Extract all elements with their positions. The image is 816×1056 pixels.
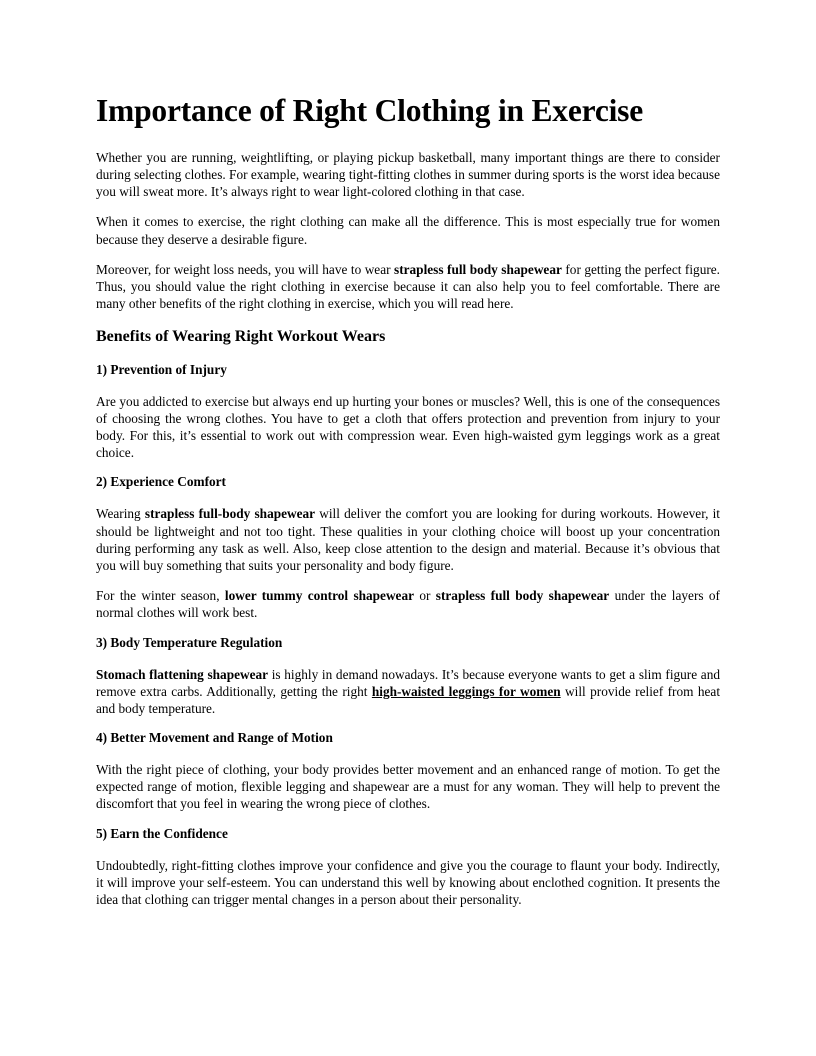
bold-keyword: Stomach flattening shapewear [96, 666, 269, 682]
page-title: Importance of Right Clothing in Exercise [96, 93, 644, 128]
section-heading-2: 2) Experience Comfort [96, 474, 226, 490]
intro-paragraph-2: When it comes to exercise, the right clothing can make all the difference. This is most especially true for women because they deserve a desirable figure. [96, 214, 720, 247]
leggings-link[interactable]: high-waisted leggings for women [371, 683, 561, 699]
text-run: or [414, 588, 436, 604]
text-run: will provide relief from heat and body temperature. [96, 683, 721, 716]
bold-keyword: lower tummy control shapewear [224, 588, 415, 604]
section-heading-3: 3) Body Temperature Regulation [96, 634, 283, 650]
text-run: Moreover, for weight loss needs, you will have to wear [96, 261, 395, 277]
text-run: under the layers of normal clothes will work best. [96, 588, 720, 621]
text-run: will deliver the comfort you are looking for during workouts. However, it should be lightweight and not too tight. These qualities in your clothing choice will boost up your concentration during performing any task as well. Also, keep close attention to the design and material. Because it’s obvious that you will buy something that suits your personality and body figure. [96, 506, 720, 573]
document-page [96, 92, 720, 921]
benefits-heading: Benefits of Wearing Right Workout Wears [96, 328, 386, 346]
section-heading-5: 5) Earn the Confidence [96, 825, 228, 841]
text-run: for getting the perfect figure. Thus, you should value the right clothing in exercise because it can also help you to feel comfortable. There are many other benefits of the right clothing in exercise, which you will read here. [96, 261, 720, 312]
section-2-paragraph-2 [96, 587, 720, 621]
section-5-paragraph: Undoubtedly, right-fitting clothes improve your confidence and give you the courage to flaunt your body. Indirectly, it will improve your self-esteem. You can understand this well by knowing about enclothed cognition. It presents the idea that clothing can trigger mental changes in a person about their personality. [96, 857, 720, 908]
text-run: Wearing [96, 506, 145, 522]
intro-paragraph-3 [96, 261, 720, 313]
text-run: is highly in demand nowadays. It’s because everyone wants to get a slim figure and remove extra carbs. Additionally, getting the right [96, 666, 721, 699]
text-run: For the winter season, [96, 588, 225, 604]
section-4-paragraph: With the right piece of clothing, your body provides better movement and an enhanced range of motion. To get the expected range of motion, flexible legging and shapewear are a must for any woman. They will help to prevent the discomfort that you feel in wearing the wrong piece of clothes. [96, 762, 720, 812]
section-heading-1: 1) Prevention of Injury [96, 361, 227, 377]
section-3-paragraph [96, 666, 720, 718]
bold-keyword: strapless full body shapewear [435, 588, 610, 604]
section-heading-4: 4) Better Movement and Range of Motion [96, 730, 333, 746]
section-1-paragraph: Are you addicted to exercise but always end up hurting your bones or muscles? Well, this is one of the consequences of choosing the wrong clothes. You have to get a cloth that offers protection and prevention from injury to your body. For this, it’s essential to work out with compression wear. Even high-waisted gym leggings work as a great choice. [96, 393, 720, 461]
intro-paragraph-1: Whether you are running, weightlifting, or playing pickup basketball, many important things are there to consider during selecting clothes. For example, wearing tight-fitting clothes in summer during sports is the worst idea because you will sweat more. It’s always right to wear light-colored clothing in that case. [96, 149, 720, 200]
section-2-paragraph-1 [96, 505, 720, 574]
bold-keyword: strapless full body shapewear [394, 261, 562, 277]
bold-keyword: strapless full-body shapewear [144, 506, 316, 522]
